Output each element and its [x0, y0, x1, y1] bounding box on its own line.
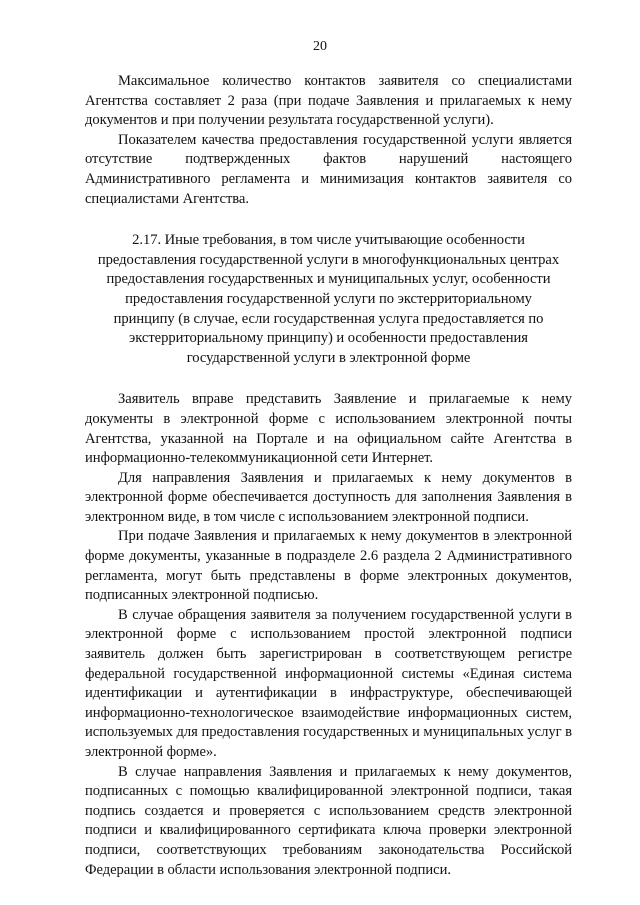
heading-line: 2.17. Иные требования, в том числе учитывающие особенности — [132, 232, 525, 249]
page-content — [85, 72, 572, 880]
heading-line: предоставления государственных и муниципальных услуг, особенности — [106, 271, 551, 288]
heading-line: предоставления государственной услуги по экстерриториальному — [125, 290, 532, 307]
heading-line: экстерриториальному принципу) и особенности предоставления — [129, 330, 528, 347]
section-heading-2-17 — [85, 231, 572, 368]
paragraph-qualified-signature: В случае направления Заявления и прилагаемых к нему документов, подписанных с помощью квалифицированной электронной подписи, такая подпись создается и проверяется с использованием средств электронной подписи и квалифицированного сертификата ключа проверки электронной подписи, соответствующих требованиям законодательства Российской Федерации в области использования электронной подписи. — [85, 763, 572, 878]
paragraph-electronic-submission: Заявитель вправе представить Заявление и прилагаемые к нему документы в электронной форме с использованием электронной почты Агентства, указанной на Портале и на официальном сайте Агентства в информационно-телекоммуникационной сети Интернет. — [85, 391, 572, 467]
paragraph-electronic-documents: При подаче Заявления и прилагаемых к нему документов в электронной форме документы, указанные в подразделе 2.6 раздела 2 Административного регламента, могут быть представлены в форме электронных документов, подписанных электронной подписью. — [85, 528, 572, 604]
paragraph-max-contacts: Максимальное количество контактов заявителя со специалистами Агентства составляет 2 раза (при подаче Заявления и прилагаемых к нему документов и при получении результата государственной услуги). — [85, 73, 572, 129]
heading-line: государственной услуги в электронной форме — [186, 349, 471, 366]
paragraph-simple-signature: В случае обращения заявителя за получением государственной услуги в электронной форме с использованием простой электронной подписи заявитель должен быть зарегистрирован в соответствующем регистре федеральной государственной информационной системы «Единая система идентификации и аутентификации в инфраструктуре, обеспечивающей информационно-технологическое взаимодействие информационных систем, используемых для предоставления государственных и муниципальных услуг в электронной форме». — [85, 606, 572, 760]
paragraph-quality-indicator: Показателем качества предоставления государственной услуги является отсутствие подтвержденных фактов нарушений настоящего Административного регламента и минимизация контактов заявителя со специалистами Агентства. — [85, 131, 572, 207]
heading-line: предоставления государственной услуги в многофункциональных центрах — [97, 251, 560, 268]
page-number: 20 — [313, 39, 327, 54]
paragraph-electronic-availability: Для направления Заявления и прилагаемых к нему документов в электронной форме обеспечивается доступность для заполнения Заявления в электронном виде, в том числе с использованием электронной подписи. — [85, 469, 572, 525]
heading-line: принципу (в случае, если государственная услуга предоставляется по — [113, 310, 544, 327]
